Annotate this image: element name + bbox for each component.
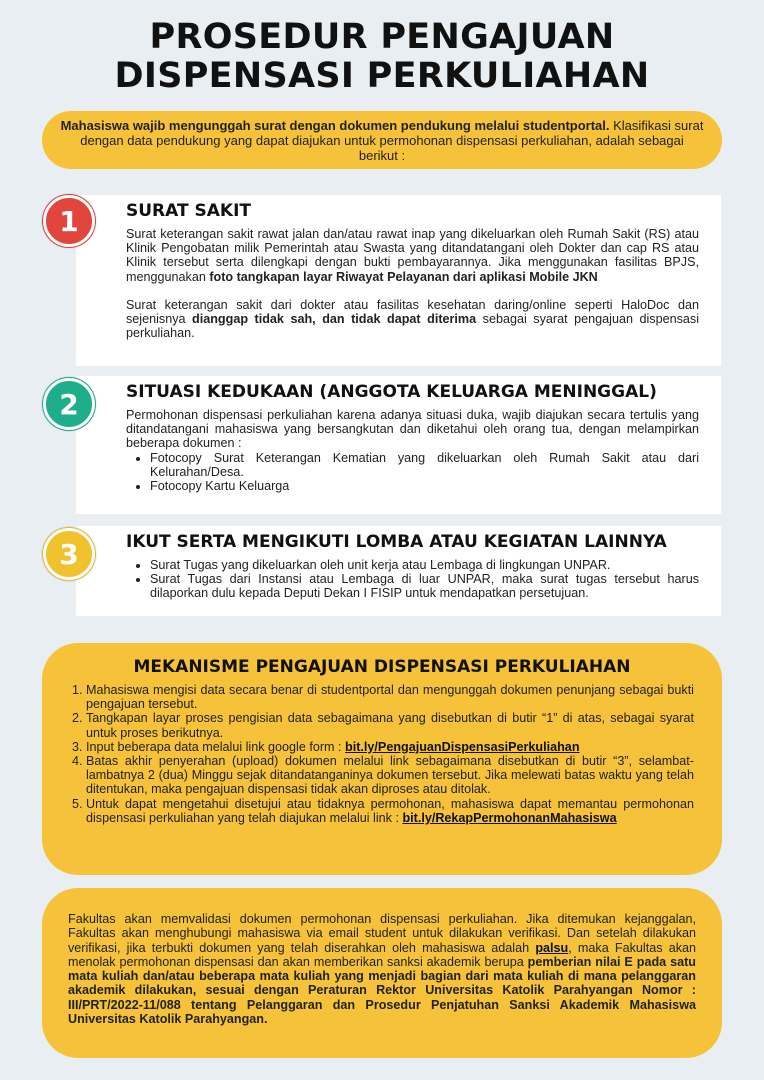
mekanisme-title: MEKANISME PENGAJUAN DISPENSASI PERKULIAHAN <box>133 657 631 677</box>
paragraph-text: sebagai syarat pengajuan dispensasi perkuliahan. <box>126 312 699 341</box>
mekanisme-panel <box>42 643 722 875</box>
section-title: IKUT SERTA MENGIKUTI LOMBA ATAU KEGIATAN LAINNYA <box>126 532 667 552</box>
paragraph-text: Surat keterangan sakit dari dokter atau fasilitas kesehatan daring/online seperti HaloDoc dan sejenisnya <box>126 297 699 327</box>
paragraph-text: Surat keterangan sakit rawat jalan dan/atau rawat inap yang dikeluarkan oleh Rumah Sakit (RS) atau Klinik Pengobatan milik Pemerintah atau Swasta yang ditandatangani oleh Dokter dan cap RS atau Klinik tersebut serta dilengkapi dengan bukti pembayarannya. Jika menggunakan fasilitas BPJS, menggunakan <box>126 227 699 284</box>
number-badge-inner <box>43 378 95 430</box>
number-badge-inner <box>43 195 95 247</box>
step-item: 1. Mahasiswa mengisi data secara benar di studentportal dan mengunggah dokumen penunjang sebagai bukti pengajuan tersebut. <box>86 683 694 711</box>
page-title-line1: PROSEDUR PENGAJUAN <box>149 17 615 57</box>
section-paragraph <box>126 227 699 284</box>
number-badge-inner <box>43 528 95 580</box>
page-title <box>0 18 764 96</box>
rekap-permohonan-link[interactable]: bit.ly/RekapPermohonanMahasiswa <box>402 810 617 825</box>
list-item: • Fotocopy Kartu Keluarga <box>150 479 699 493</box>
warning-text: Fakultas akan memvalidasi dokumen permohonan dispensasi perkuliahan. Jika ditemukan kejanggalan, Fakultas akan menghubungi mahasiswa via email student untuk dilakukan verifikasi. Dan setelah dilakukan verifikasi, jika terbukti dokumen yang telah diserahkan oleh mahasiswa adalah <box>68 912 696 955</box>
section-title: SURAT SAKIT <box>126 201 251 221</box>
section-paragraph: Permohonan dispensasi perkuliahan karena adanya situasi duka, wajib diajukan secara tertulis yang ditandatangani mahasiswa yang bersangkutan dan diketahui oleh orang tua, dengan melampirkan beberapa dokumen : <box>126 408 699 451</box>
step-item: 2. Tangkapan layar proses pengisian data sebagaimana yang disebutkan di butir “1” di atas, sebagai syarat untuk proses berikutnya. <box>86 711 694 739</box>
step-text: Untuk dapat mengetahui disetujui atau tidaknya permohonan, mahasiswa dapat memantau permohonan dispensasi perkuliahan yang telah diajukan melalui link : <box>86 796 694 825</box>
palsu-emphasis: palsu <box>535 940 569 955</box>
section-surat-sakit <box>76 195 721 366</box>
section-paragraph <box>126 298 699 341</box>
paragraph-bold: dianggap tidak sah, dan tidak dapat diterima <box>192 312 477 327</box>
list-item: • Surat Tugas dari Instansi atau Lembaga di luar UNPAR, maka surat tugas tersebut harus dilaporkan dulu kepada Deputi Dekan I FISIP untuk mendapatkan persetujuan. <box>150 572 699 600</box>
section-situasi-kedukaan <box>76 376 721 514</box>
intro-banner <box>42 111 722 169</box>
intro-text <box>60 118 704 163</box>
step-item: 4. Batas akhir penyerahan (upload) dokumen melalui link sebagaimana disebutkan di butir “3”, selambat-lambatnya 2 (dua) Minggu sejak ditandatanganinya dokumen tersebut. Jika melewati batas waktu yang telah ditentukan, maka pengajuan dispensasi tidak akan diproses atau ditolak. <box>86 754 694 797</box>
warning-bold-text: pemberian nilai E pada satu mata kuliah dan/atau beberapa mata kuliah yang menjadi bagian dari mata kuliah di mana pelanggaran akademik dilakukan, sesuai dengan Peraturan Rektor Universitas Katolik Parahyangan Nomor : III/PRT/2022-11/088 tentang Pelanggaran dan Prosedur Penjatuhan Sanksi Akademik Mahasiswa Universitas Katolik Parahyangan. <box>68 954 696 1027</box>
section-lomba-kegiatan <box>76 526 721 616</box>
step-text: Input beberapa data melalui link google form : <box>86 739 346 754</box>
intro-bold: Mahasiswa wajib mengunggah surat dengan dokumen pendukung melalui studentportal. <box>60 117 610 133</box>
number-badge-2 <box>42 377 96 431</box>
warning-text: , maka Fakultas akan menolak permohonan dispensasi dan akan memberikan sanksi akademik berupa <box>68 940 697 969</box>
badge-number: 2 <box>59 387 79 421</box>
list-item: • Fotocopy Surat Keterangan Kematian yang dikeluarkan oleh Rumah Sakit atau dari Kelurahan/Desa. <box>150 451 699 479</box>
section-title: SITUASI KEDUKAAN (ANGGOTA KELUARGA MENINGGAL) <box>126 382 657 402</box>
mekanisme-steps <box>70 683 694 825</box>
number-badge-1 <box>42 194 96 248</box>
validation-warning-panel <box>42 888 722 1058</box>
paragraph-bold: foto tangkapan layar Riwayat Pelayanan dari aplikasi Mobile JKN <box>209 269 598 284</box>
step-item <box>86 797 694 825</box>
document-list <box>126 451 699 494</box>
badge-number: 1 <box>59 204 79 238</box>
page-title-line2: DISPENSASI PERKULIAHAN <box>114 56 650 96</box>
badge-number: 3 <box>59 537 79 571</box>
number-badge-3 <box>42 527 96 581</box>
step-item <box>86 740 694 754</box>
google-form-link[interactable]: bit.ly/PengajuanDispensasiPerkuliahan <box>345 739 580 754</box>
document-list <box>126 558 699 601</box>
list-item: • Surat Tugas yang dikeluarkan oleh unit kerja atau Lembaga di lingkungan UNPAR. <box>150 558 699 572</box>
intro-rest: Klasifikasi surat dengan data pendukung yang dapat diajukan untuk permohonan dispensasi perkuliahan, adalah sebagai berikut : <box>80 117 704 163</box>
